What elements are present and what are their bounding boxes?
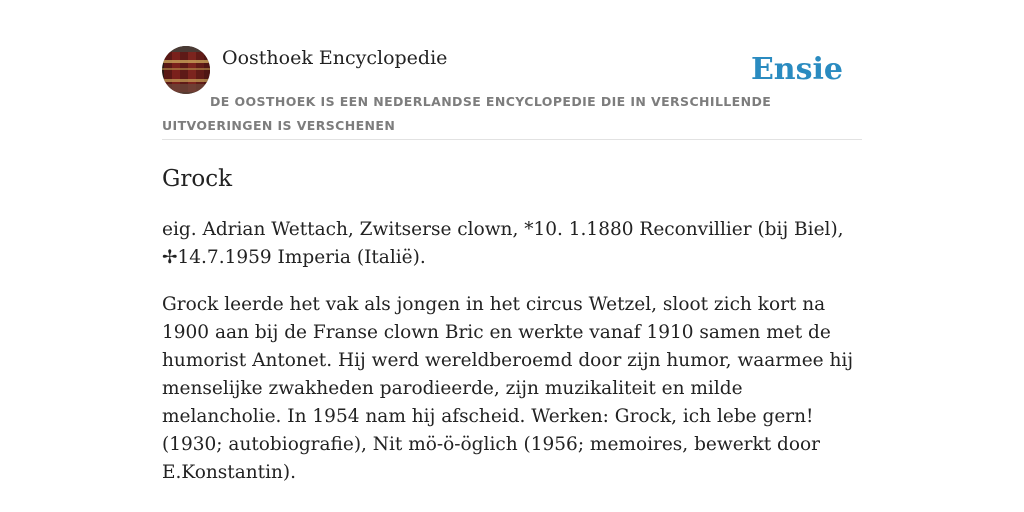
brand-logo[interactable]: Ensie (750, 52, 843, 87)
divider (162, 139, 862, 140)
article-paragraph: eig. Adrian Wettach, Zwitserse clown, *10. 1.1880 Reconvillier (bij Biel), ✢14.7.1959 Imperia (Italië). (162, 219, 844, 268)
article-paragraph: Grock leerde het vak als jongen in het circus Wetzel, sloot zich kort na 1900 aan bij de Franse clown Bric en werkte vanaf 1910 samen met de humorist Antonet. Hij werd wereldberoemd door zijn humor, waarmee hij menselijke zwakheden parodieerde, zijn muzikaliteit en milde melancholie. In 1954 nam hij afscheid. Werken: Grock, ich lebe gern! (1930; autobiografie), Nit mö-ö-öglich (1956; memoires, bewerkt door E.Konstantin). (162, 294, 854, 483)
source-tagline: DE OOSTHOEK IS EEN NEDERLANDSE ENCYCLOPEDIE DIE IN VERSCHILLENDE UITVOERINGEN IS VERSCHENEN (162, 94, 772, 133)
encyclopedia-books-icon[interactable] (162, 46, 210, 94)
article (162, 163, 862, 487)
source-name[interactable]: Oosthoek Encyclopedie (222, 47, 448, 69)
article-title: Grock (162, 166, 233, 192)
